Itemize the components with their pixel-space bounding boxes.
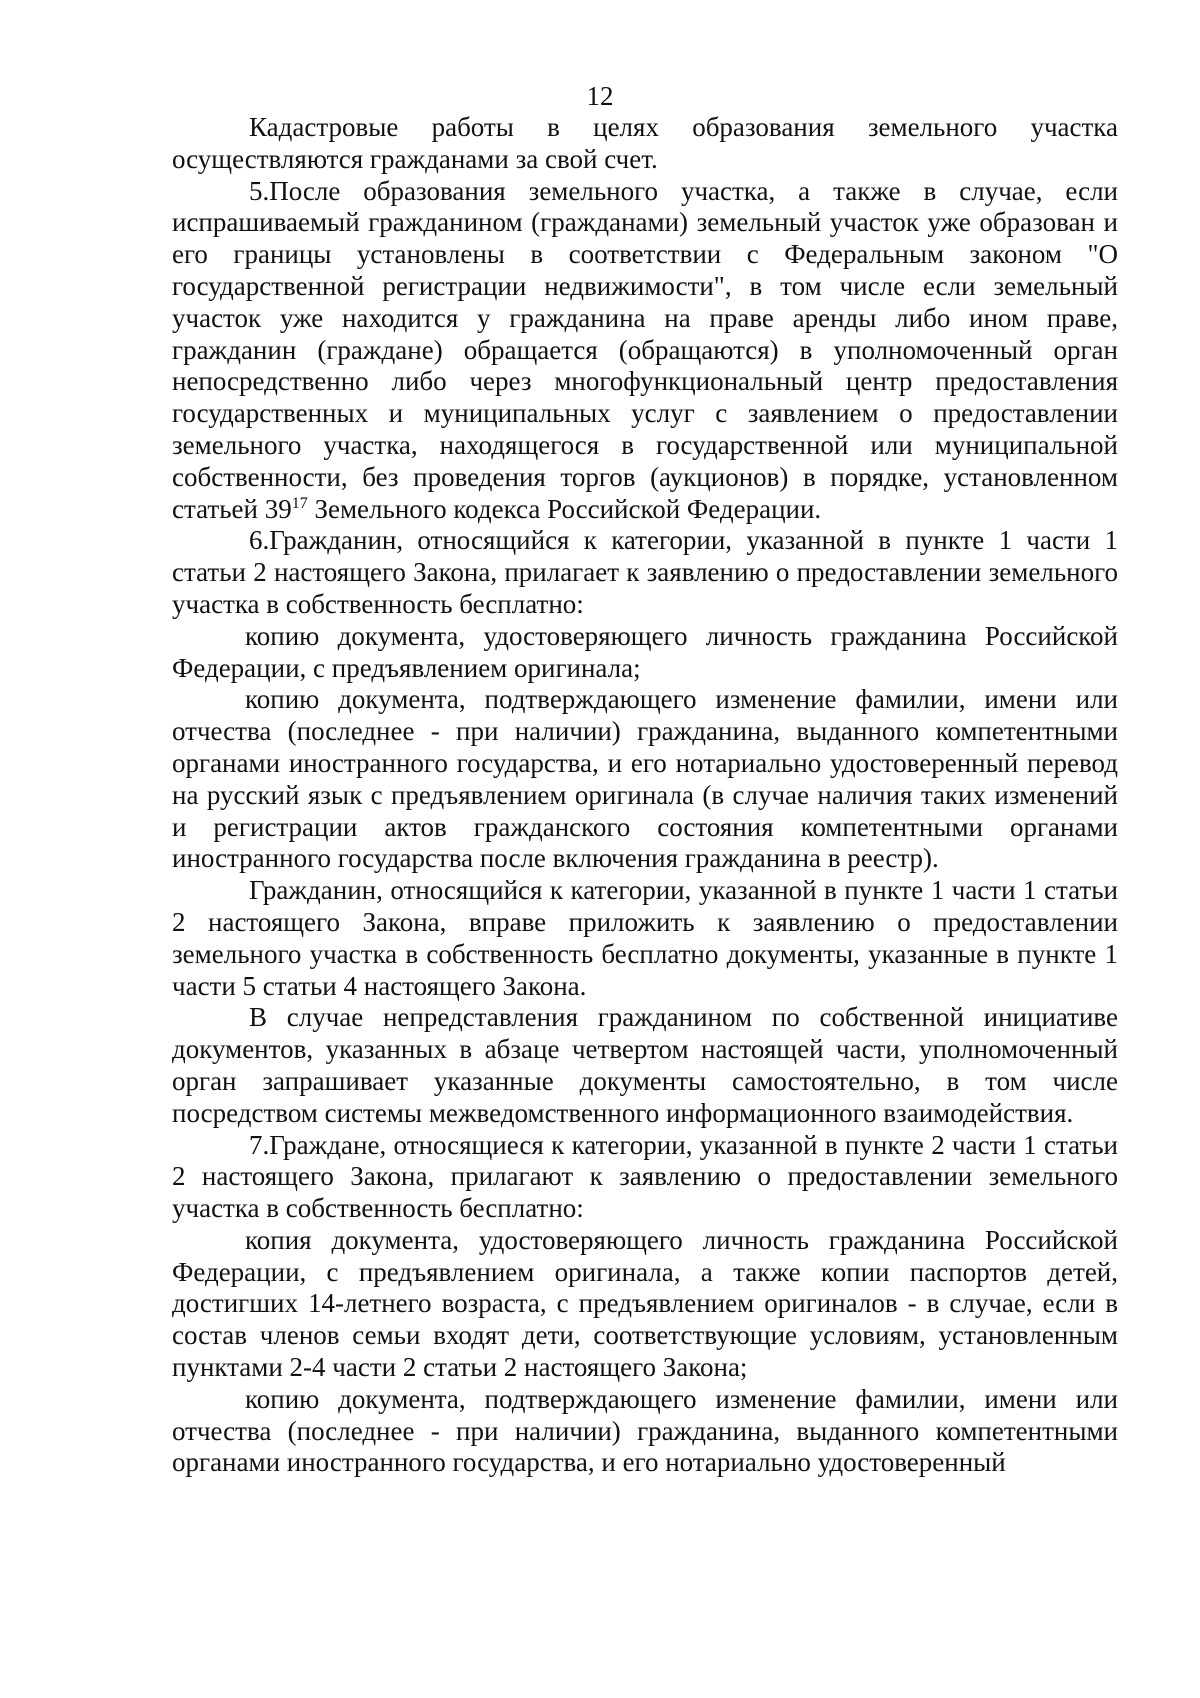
paragraph-cadastral-works: Кадастровые работы в целях образования земельного участка осуществляются гражданами за свой счет. — [172, 112, 1118, 174]
page-number: 12 — [586, 81, 614, 111]
paragraph-item-5 — [172, 176, 1118, 526]
list-item-name-change-copy: копию документа, подтверждающего изменение фамилии, имени или отчества (последнее - при наличии) гражданина, выданного компетентными органами иностранного государства, и его нотариально удостоверенный перевод на русский язык с предъявлением оригинала (в случае наличия таких изменений и регистрации актов гражданского состояния компетентными органами иностранного государства после включения гражданина в реестр). — [172, 684, 1118, 874]
paragraph-item-5-tail: Земельного кодекса Российской Федерации. — [307, 493, 822, 524]
paragraph-item-5-text: 5.После образования земельного участка, а также в случае, если испрашиваемый гражданином (гражданами) земельный участок уже образован и его границы установлены в соответствии с Федеральным законом "О государственной регистрации недвижимости", в том числе если земельный участок уже находится у гражданина на праве аренды либо ином праве, гражданин (граждане) обращается (обращаются) в уполномоченный орган непосредственно либо через многофункциональный центр предоставления государственных и муниципальных услуг с заявлением о предоставлении земельного участка, находящегося в государственной или муниципальной собственности, без проведения торгов (аукционов) в порядке, установленном статьей 39 — [172, 175, 1118, 524]
document-body — [172, 112, 1118, 1479]
paragraph-optional-documents: Гражданин, относящийся к категории, указанной в пункте 1 части 1 статьи 2 настоящего Закона, вправе приложить к заявлению о предоставлении земельного участка в собственность бесплатно документы, указанные в пункте 1 части 5 статьи 4 настоящего Закона. — [172, 875, 1118, 1001]
article-superscript: 17 — [291, 494, 308, 512]
list-item-name-change-copy-2: копию документа, подтверждающего изменение фамилии, имени или отчества (последнее - при наличии) гражданина, выданного компетентными органами иностранного государства, и его нотариально удостоверенный — [172, 1383, 1118, 1478]
list-item-identity-copy: копию документа, удостоверяющего личность гражданина Российской Федерации, с предъявлением оригинала; — [172, 620, 1118, 683]
paragraph-item-6: 6.Гражданин, относящийся к категории, указанной в пункте 1 части 1 статьи 2 настоящего Закона, прилагает к заявлению о предоставлении земельного участка в собственность бесплатно: — [172, 525, 1118, 619]
paragraph-interagency-request: В случае непредставления гражданином по собственной инициативе документов, указанных в абзаце четвертом настоящей части, уполномоченный орган запрашивает указанные документы самостоятельно, в том числе посредством системы межведомственного информационного взаимодействия. — [172, 1002, 1118, 1128]
paragraph-item-7: 7.Граждане, относящиеся к категории, указанной в пункте 2 части 1 статьи 2 настоящего Закона, прилагают к заявлению о предоставлении земельного участка в собственность бесплатно: — [172, 1129, 1118, 1224]
list-item-identity-and-passports: копия документа, удостоверяющего личность гражданина Российской Федерации, с предъявлением оригинала, а также копии паспортов детей, достигших 14-летнего возраста, с предъявлением оригиналов - в случае, если в состав членов семьи входят дети, соответствующие условиям, установленным пунктами 2-4 части 2 статьи 2 настоящего Закона; — [172, 1224, 1118, 1383]
